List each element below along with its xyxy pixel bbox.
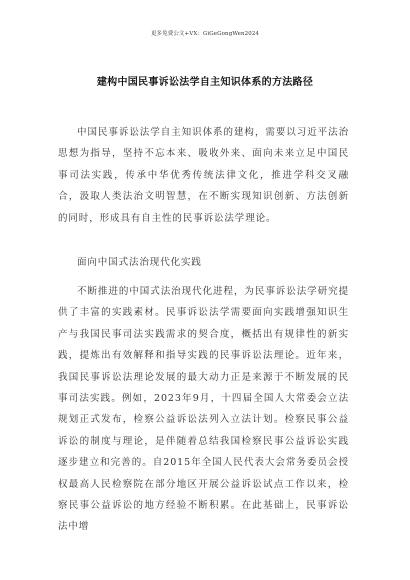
- document-title: 建构中国民事诉讼法学自主知识体系的方法路径: [96, 77, 314, 88]
- body-paragraph: 不断推进的中国式法治现代化进程，为民事诉讼法学研究提供了丰富的实践素材。民事诉讼法学需要面向实践增强知识生产与我国民事司法实践需求的契合度，概括出有规律性的新实践，提炼出有效解释和指导实践的民事诉讼法理论。近年来，我国民事诉讼法理论发展的最大动力正是来源于不断发展的民事司法实践。例如，2023年9月，十四届全国人大常委会立法规划正式发布，检察公益诉讼法列入立法计划。检察民事公益诉讼的制度与理论，是伴随着总结我国检察民事公益诉讼实践逐步建立和完善的。自2015年全国人民代表大会常务委员会授权最高人民检察院在部分地区开展公益诉讼试点工作以来，检察民事公益诉讼的地方经验不断积累。在此基础上，民事诉讼法中增: [58, 286, 349, 533]
- intro-paragraph-block: [58, 122, 349, 229]
- intro-paragraph: 中国民事诉讼法学自主知识体系的建构，需要以习近平法治思想为指导，坚持不忘本来、吸收外来、面向未来立足中国民事司法实践，传承中华优秀传统法律文化，推进学科交叉融合，汲取人类法治文明智慧，在不断实现知识创新、方法创新的同时，形成具有自主性的民事诉讼法学理论。: [58, 127, 349, 224]
- section-subheading: 面向中国式法治现代化实践: [77, 257, 202, 268]
- body-paragraph-block: [58, 281, 349, 538]
- section-heading-block: [58, 252, 349, 273]
- header-note: 更多免费公文+VX：GiGeGongWen2024: [150, 31, 260, 37]
